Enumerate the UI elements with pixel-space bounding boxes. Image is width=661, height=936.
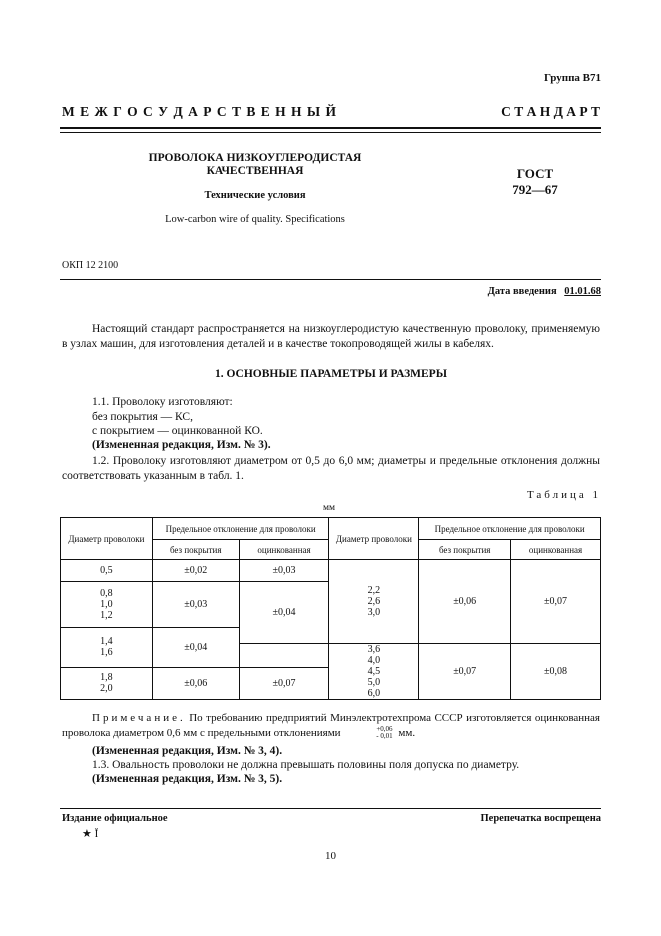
intro-paragraph: Настоящий стандарт распространяется на низкоуглеродистую качественную проволоку, применяемую в узлах машин, для изготовления деталей и в качестве токопроводящей жилы в кабелях. bbox=[62, 323, 600, 350]
diameter-cell: 1,4 1,6 bbox=[61, 628, 153, 668]
gost-number bbox=[505, 166, 565, 198]
table-caption: Таблица 1 bbox=[526, 489, 601, 501]
bare-cell: ±0,06 bbox=[152, 667, 239, 699]
galv-cell: ±0,07 bbox=[239, 667, 329, 699]
galv-cell: ±0,04 bbox=[239, 582, 329, 644]
edit-note-2: (Измененная редакция, Изм. № 3, 4). bbox=[92, 745, 283, 757]
standard-banner bbox=[62, 104, 600, 120]
section-heading: 1. ОСНОВНЫЕ ПАРАМЕТРЫ И РАЗМЕРЫ bbox=[214, 368, 448, 380]
diameter-cell: 0,8 1,0 1,2 bbox=[61, 582, 153, 628]
dimensions-table bbox=[60, 517, 601, 700]
intro-date-label: Дата введения bbox=[487, 286, 557, 297]
diameter-cell: 2,2 2,6 3,0 bbox=[329, 560, 419, 644]
galv-cell: ±0,03 bbox=[239, 560, 329, 582]
gost-code: 792—67 bbox=[512, 182, 558, 197]
tolerance-upper: +0,06 bbox=[376, 725, 393, 734]
title-line-1: ПРОВОЛОКА НИЗКОУГЛЕРОДИСТАЯ bbox=[148, 152, 362, 164]
paragraph-1-3: 1.3. Овальность проволоки не должна превышать половины поля допуска по диаметру. bbox=[92, 759, 520, 771]
edit-note-3: (Измененная редакция, Изм. № 3, 5). bbox=[92, 773, 283, 785]
table-unit: мм bbox=[323, 503, 336, 513]
col-bare-left: без покрытия bbox=[152, 540, 239, 560]
col-deviation-right: Предельное отклонение для проволоки bbox=[419, 518, 601, 540]
paragraph-1-2: 1.2. Проволоку изготовляют диаметром от 0,5 до 6,0 мм; диаметры и предельные отклонения должны соответствовать указанным в табл. 1. bbox=[62, 455, 600, 482]
star-marks: ★ Ĭ bbox=[82, 828, 99, 840]
paragraph-1-1a: без покрытия — КС, bbox=[92, 411, 193, 423]
standard-right: С Т А Н Д А Р Т bbox=[501, 104, 600, 119]
diameter-cell: 1,8 2,0 bbox=[61, 667, 153, 699]
bare-cell: ±0,04 bbox=[152, 628, 239, 668]
galv-cell: ±0,07 bbox=[511, 560, 601, 644]
footer-official: Издание официальное bbox=[62, 813, 168, 824]
gost-label: ГОСТ bbox=[516, 166, 554, 181]
col-diameter-left: Диаметр проволоки bbox=[61, 518, 153, 560]
paragraph-1-1b: с покрытием — оцинкованной КО. bbox=[92, 425, 263, 437]
diameter-cell: 3,6 4,0 4,5 5,0 6,0 bbox=[329, 644, 419, 700]
intro-date-value: 01.01.68 bbox=[564, 286, 601, 297]
note-paragraph bbox=[62, 711, 600, 741]
intro-date bbox=[488, 286, 601, 297]
bare-cell: ±0,06 bbox=[419, 560, 511, 644]
title-line-2: КАЧЕСТВЕННАЯ bbox=[206, 165, 304, 177]
paragraph-1-1: 1.1. Проволоку изготовляют: bbox=[92, 396, 233, 408]
standard-left: М Е Ж Г О С У Д А Р С Т В Е Н Н Ы Й bbox=[62, 104, 337, 119]
note-unit: мм. bbox=[398, 727, 416, 739]
english-title: Low-carbon wire of quality. Specifications bbox=[165, 214, 345, 225]
bare-cell: ±0,03 bbox=[152, 582, 239, 628]
tolerance-lower: - 0,01 bbox=[376, 732, 393, 741]
col-galv-right: оцинкованная bbox=[511, 540, 601, 560]
footer-rule bbox=[60, 808, 601, 809]
footer-reprint: Перепечатка воспрещена bbox=[480, 813, 601, 824]
okp-code: ОКП 12 2100 bbox=[62, 260, 119, 271]
table-row bbox=[61, 560, 601, 582]
header-rule bbox=[60, 127, 601, 133]
col-bare-right: без покрытия bbox=[419, 540, 511, 560]
note-text: По требованию предприятий Минэлектротехпрома СССР изготовляется оцинкованная проволока диаметром 0,6 мм с предельными отклонениями bbox=[62, 712, 600, 739]
col-galv-left: оцинкованная bbox=[239, 540, 329, 560]
note-label: Примечание. bbox=[92, 712, 186, 724]
col-deviation-left: Предельное отклонение для проволоки bbox=[152, 518, 329, 540]
diameter-cell: 0,5 bbox=[61, 560, 153, 582]
document-subtitle: Технические условия bbox=[204, 190, 306, 201]
edit-note-1: (Измененная редакция, Изм. № 3). bbox=[92, 439, 271, 451]
group-code: Группа В71 bbox=[543, 72, 601, 84]
tolerance-fraction bbox=[346, 726, 392, 740]
okp-rule bbox=[60, 279, 601, 280]
galv-cell: ±0,08 bbox=[511, 644, 601, 700]
galv-cell-empty bbox=[239, 644, 329, 668]
document-title bbox=[140, 152, 370, 178]
page-number: 10 bbox=[325, 850, 336, 862]
bare-cell: ±0,02 bbox=[152, 560, 239, 582]
bare-cell: ±0,07 bbox=[419, 644, 511, 700]
col-diameter-right: Диаметр проволоки bbox=[329, 518, 419, 560]
